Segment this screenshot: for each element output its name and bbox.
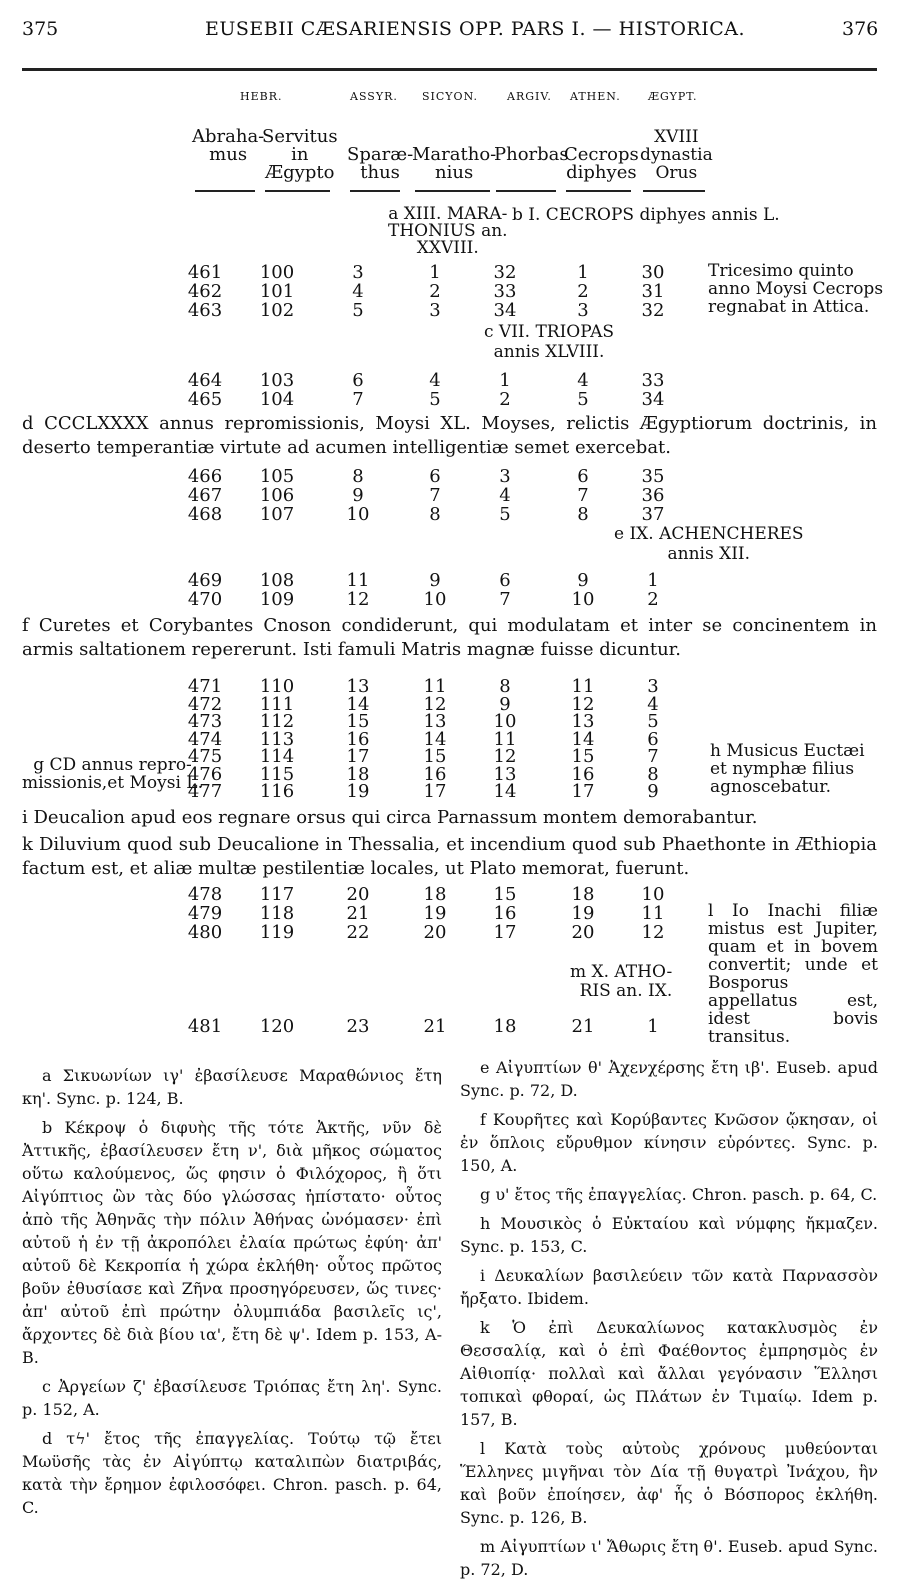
table-cell: 467 [187,485,223,506]
table-cell: 472 [187,693,223,715]
footnote-f: f Κουρῆτες καὶ Κορύβαντες Κνῶσον ᾤκησαν, οἱ ἐν ὅπλοις εὔρυθμον κίνησιν εὑρόντες. Sync. p. 150, A. [460,1110,878,1175]
page-number-left: 375 [22,18,59,40]
table-cell: 4 [352,281,364,302]
table-cell: 8 [352,466,364,487]
table-cell: 5 [499,504,511,525]
table-cell: 7 [577,485,589,506]
table-cell: 3 [429,300,441,321]
col-rule [566,190,631,192]
table-cell: 11 [641,903,665,924]
col-rule [350,190,400,192]
table-cell: 14 [346,693,370,715]
table-cell: 469 [187,570,223,591]
note-l-io: l Io Inachi filiæ mistus est Jupiter, quam et in bovem convertit; unde et Bosporus appellatus est, idest bovis transitus. [708,901,878,1047]
table-cell: 34 [641,389,665,410]
table-cell: 8 [429,504,441,525]
table-cell: 16 [423,763,447,785]
table-cell: 11 [346,570,370,591]
note-h-musicus: h Musicus Euctæi et nymphæ filius agnoscebatur. [710,741,865,797]
table-cell: 1 [499,370,511,391]
table-cell: 6 [352,370,364,391]
table-cell: 14 [423,728,447,750]
table-cell: 102 [259,300,295,321]
table-cell: 101 [259,281,295,302]
table-cell: 5 [429,389,441,410]
table-cell: 103 [259,370,295,391]
paragraph-i: i Deucalion apud eos regnare orsus qui circa Parnassum montem demorabantur. [22,807,758,828]
footnote-e: e Αἰγυπτίων θ' Ἀχενχέρσης ἔτη ιβ'. Euseb. apud Sync. p. 72, D. [460,1058,878,1100]
table-cell: 36 [641,485,665,506]
table-cell: 117 [259,884,295,905]
table-cell: 1 [577,262,589,283]
subhead-dynastia: XVIII dynastia Orus [640,127,713,183]
table-cell: 480 [187,922,223,943]
col-label-sicyon: SICYON. [422,90,478,103]
table-cell: 35 [641,466,665,487]
table-cell: 5 [577,389,589,410]
table-cell: 474 [187,728,223,750]
table-cell: 6 [647,728,659,750]
table-cell: 470 [187,589,223,610]
table-cell: 9 [352,485,364,506]
table-cell: 2 [429,281,441,302]
table-cell: 463 [187,300,223,321]
col-rule [265,190,330,192]
table-cell: 13 [571,711,595,732]
table-cell: 12 [571,693,595,715]
table-cell: 15 [571,746,595,767]
table-cell: 4 [647,693,659,715]
table-cell: 471 [187,676,223,697]
table-cell: 7 [647,746,659,767]
subhead-phorbas: Phorbas [494,144,569,165]
table-cell: 110 [259,676,295,697]
table-cell: 23 [346,1016,370,1037]
table-cell: 8 [577,504,589,525]
table-cell: 7 [429,485,441,506]
footnote-a: a Σικυωνίων ιγ' ἐβασίλευσε Μαραθώνιος ἔτη κη'. Sync. p. 124, B. [22,1066,442,1108]
table-cell: 37 [641,504,665,525]
footnote-k: k Ὁ ἐπὶ Δευκαλίωνος κατακλυσμὸς ἐν Θεσσαλίᾳ, καὶ ὁ ἐπὶ Φαέθοντος ἐμπρησμὸς ἐν Αἰθιοπίᾳ· πολλαὶ καὶ ἄλλαι γεγόνασιν Ἕλλησι τοπικαὶ φθοραί, ὡς Πλάτων ἐν Τιμαίῳ. Idem p. 157, B. [460,1318,878,1429]
subhead-abraham: Abraha- mus [192,126,265,165]
table-cell: 461 [187,262,223,283]
table-cell: 2 [647,589,659,610]
table-cell: 479 [187,903,223,924]
col-rule [496,190,556,192]
table-cell: 9 [647,781,659,802]
note-c-triopas: c VII. TRIOPAS annis XLVIII. [484,322,615,362]
table-cell: 16 [571,763,595,785]
table-cell: 105 [259,466,295,487]
table-cell: 119 [259,922,295,943]
table-cell: 3 [577,300,589,321]
table-cell: 468 [187,504,223,525]
table-cell: 8 [499,676,511,697]
table-cell: 466 [187,466,223,487]
table-cell: 17 [493,922,517,943]
table-cell: 116 [259,781,295,802]
table-cell: 6 [577,466,589,487]
footnotes-left [22,1064,442,1525]
footnote-g: g υ' ἔτος τῆς ἐπαγγελίας. Chron. pasch. p. 64, C. [480,1185,878,1204]
table-cell: 14 [571,728,595,750]
table-cell: 30 [641,262,665,283]
table-cell: 13 [423,711,447,732]
table-cell: 477 [187,781,223,802]
table-cell: 10 [346,504,370,525]
col-label-athen: ATHEN. [570,90,621,103]
subhead-marathonius: Maratho- nius [412,144,497,183]
table-cell: 2 [577,281,589,302]
table-cell: 115 [259,763,295,785]
col-label-hebr: HEBR. [240,90,283,103]
table-cell: 20 [571,922,595,943]
table-cell: 21 [571,1016,595,1037]
table-cell: 19 [571,903,595,924]
table-cell: 8 [647,763,659,785]
table-cell: 17 [346,746,370,767]
table-cell: 475 [187,746,223,767]
table-cell: 7 [499,589,511,610]
page-number-right: 376 [842,18,879,40]
table-cell: 3 [352,262,364,283]
table-cell: 11 [571,676,595,697]
table-cell: 20 [423,922,447,943]
col-label-aegypt: ÆGYPT. [648,90,698,103]
table-cell: 3 [647,676,659,697]
table-cell: 15 [346,711,370,732]
table-cell: 108 [259,570,295,591]
table-cell: 6 [499,570,511,591]
table-cell: 107 [259,504,295,525]
table-cell: 13 [346,676,370,697]
table-cell: 1 [647,1016,659,1037]
table-cell: 13 [493,763,517,785]
table-cell: 118 [259,903,295,924]
table-cell: 113 [259,728,295,750]
table-cell: 19 [423,903,447,924]
table-cell: 462 [187,281,223,302]
running-title: EUSEBII CÆSARIENSIS OPP. PARS I. — HISTORICA. [205,18,746,40]
table-cell: 33 [493,281,517,302]
header-rule [22,68,877,71]
footnote-h: h Μουσικὸς ὁ Εὐκταίου καὶ νύμφης ἤκμαζεν. Sync. p. 153, C. [460,1214,878,1256]
table-cell: 9 [429,570,441,591]
footnote-b: b Κέκροψ ὁ διφυὴς τῆς τότε Ἀκτῆς, νῦν δὲ Ἀττικῆς, ἐβασίλευσεν ἔτη ν', διὰ μῆκος σώματος οὕτω καλούμενος, ὥς φησιν ὁ Φιλόχορος, ἢ ὅτι Αἰγύπτιος ὢν τὰς δύο γλώσσας ἠπίστατο· οὗτος ἀπὸ τῆς Ἀθηνᾶς τὴν πόλιν Ἀθήνας ὠνόμασεν· ἐπὶ αὐτοῦ ἡ ἐν τῇ ἀκροπόλει ἐλαία πρώτως ἐφύη· ἀπ' αὐτοῦ δὲ Κεκροπία ἡ χώρα ἐκλήθη· οὗτος πρῶτος βοῦν ἐθυσίασε καὶ Ζῆνα προσηγόρευσεν, ὥς τινες· ἀπ' αὐτοῦ ἐπὶ πρώτην ὀλυμπιάδα βασιλεῖς ις', ἄρχοντες δὲ διὰ βίου ια', ἔτη δὲ ψ'. Idem p. 153, A-B. [22,1118,442,1367]
footnote-c: c Ἀργείων ζ' ἐβασίλευσε Τριόπας ἔτη λη'. Sync. p. 152, A. [22,1377,442,1419]
table-cell: 104 [259,389,295,410]
table-cell: 476 [187,763,223,785]
table-cell: 32 [493,262,517,283]
table-cell: 111 [259,693,295,715]
table-cell: 31 [641,281,665,302]
table-cell: 20 [346,884,370,905]
footnote-l: l Κατὰ τοὺς αὐτοὺς χρόνους μυθεύονται Ἕλληνες μιγῆναι τὸν Δία τῇ θυγατρὶ Ἰνάχου, ἣν καὶ βοῦν ἐποίησεν, ἀφ' ἧς ὁ Βόσπορος ἐκλήθη. Sync. p. 126, B. [460,1439,878,1527]
subhead-sparaethus: Sparæ- thus [347,144,414,183]
table-cell: 106 [259,485,295,506]
note-g-repromissionis: g CD annus repro- missionis,et Moysi L. [22,755,203,793]
table-cell: 12 [641,922,665,943]
table-cell: 11 [493,728,517,750]
note-a-marathonius: a XIII. MARA- THONIUS an. XXVIII. [388,204,508,258]
table-cell: 12 [493,746,517,767]
col-rule [415,190,490,192]
footnotes-right [460,1056,878,1587]
table-cell: 16 [493,903,517,924]
table-cell: 109 [259,589,295,610]
table-cell: 18 [423,884,447,905]
table-cell: 465 [187,389,223,410]
table-cell: 15 [423,746,447,767]
table-cell: 120 [259,1016,295,1037]
col-label-argiv: ARGIV. [507,90,552,103]
col-label-assyr: ASSYR. [350,90,398,103]
footnote-d: d τϟ' ἔτος τῆς ἐπαγγελίας. Τούτῳ τῷ ἔτει Μωϋσῆς τὰς ἐν Αἰγύπτῳ καταλιπὼν διατριβάς, κατὰ τὴν ἔρημον ἐφιλοσόφει. Chron. pasch. p. 64, C. [22,1429,442,1517]
table-cell: 15 [493,884,517,905]
table-cell: 100 [259,262,295,283]
table-cell: 2 [499,389,511,410]
footnote-m: m Αἰγυπτίων ι' Ἄθωρις ἔτη θ'. Euseb. apud Sync. p. 72, D. [460,1537,878,1579]
table-cell: 114 [259,746,295,767]
table-cell: 34 [493,300,517,321]
table-cell: 11 [423,676,447,697]
side-note-tricesimo: Tricesimo quinto anno Moysi Cecrops regnabat in Attica. [708,261,884,317]
table-cell: 3 [499,466,511,487]
table-cell: 12 [423,693,447,715]
table-cell: 33 [641,370,665,391]
table-cell: 5 [647,711,659,732]
table-cell: 17 [571,781,595,802]
col-rule [195,190,255,192]
table-cell: 5 [352,300,364,321]
note-b-cecrops: b I. CECROPS diphyes annis L. [512,205,780,225]
table-cell: 22 [346,922,370,943]
table-cell: 4 [429,370,441,391]
table-cell: 18 [571,884,595,905]
paragraph-d: d CCCLXXXX annus repromissionis, Moysi XL. Moyses, relictis Ægyptiorum doctrinis, in deserto temperantiæ virtute ad acumen intelligentiæ semet exercebat. [22,413,877,458]
table-cell: 10 [423,589,447,610]
subhead-servitus: Servitus in Ægypto [262,126,338,183]
table-cell: 112 [259,711,295,732]
paragraph-k: k Diluvium quod sub Deucalione in Thessalia, et incendium quod sub Phaethonte in Æthiopia factum est, et aliæ multæ pestilentiæ locales, ut Plato memorat, fuerunt. [22,834,877,879]
table-cell: 12 [346,589,370,610]
table-cell: 1 [429,262,441,283]
table-cell: 481 [187,1016,223,1037]
subhead-cecrops: Cecrops diphyes [564,144,639,183]
note-e-achencheres: e IX. ACHENCHERES annis XII. [614,524,804,564]
table-cell: 10 [641,884,665,905]
table-cell: 4 [577,370,589,391]
table-cell: 6 [429,466,441,487]
table-cell: 478 [187,884,223,905]
table-cell: 473 [187,711,223,732]
table-cell: 10 [571,589,595,610]
table-cell: 14 [493,781,517,802]
table-cell: 21 [346,903,370,924]
note-m-athoris: m X. ATHO- RIS an. IX. [570,962,673,1001]
table-cell: 10 [493,711,517,732]
table-cell: 18 [493,1016,517,1037]
table-cell: 9 [499,693,511,715]
footnote-i: i Δευκαλίων βασιλεύειν τῶν κατὰ Παρνασσὸν ἤρξατο. Ibidem. [460,1266,878,1308]
table-cell: 21 [423,1016,447,1037]
paragraph-f: f Curetes et Corybantes Cnoson condiderunt, qui modulatam et inter se concinentem in armis saltationem repererunt. Isti famuli Matris magnæ fuisse dicuntur. [22,615,877,660]
table-cell: 7 [352,389,364,410]
table-cell: 18 [346,763,370,785]
col-rule [643,190,705,192]
table-cell: 16 [346,728,370,750]
table-cell: 32 [641,300,665,321]
table-cell: 9 [577,570,589,591]
table-cell: 17 [423,781,447,802]
table-cell: 4 [499,485,511,506]
table-cell: 19 [346,781,370,802]
table-cell: 464 [187,370,223,391]
table-cell: 1 [647,570,659,591]
